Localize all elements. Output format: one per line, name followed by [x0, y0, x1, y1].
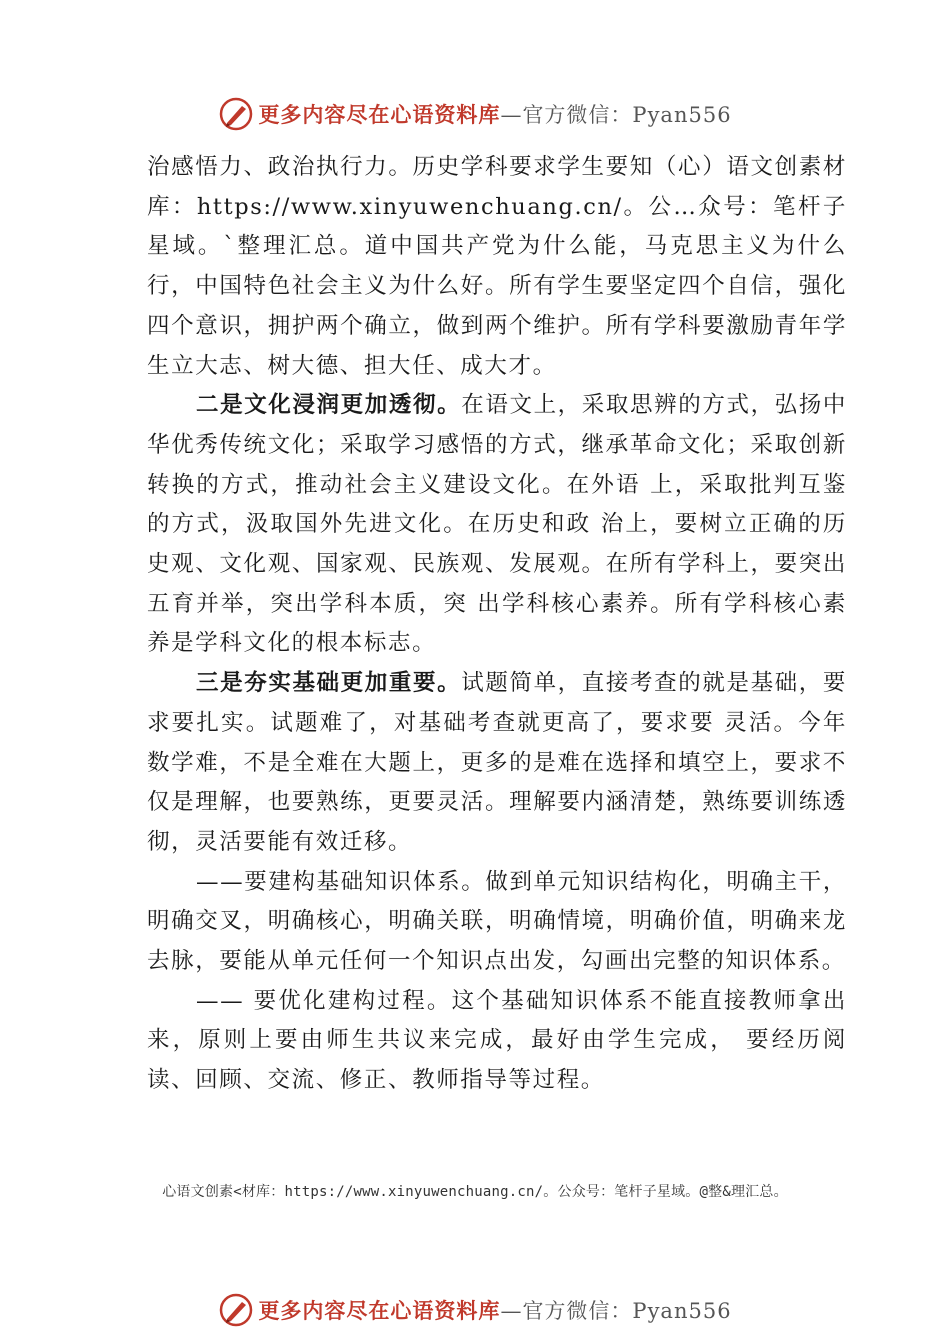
paragraph-1-text: 治感悟力、政治执行力。历史学科要求学生要知（心）语文创素材库：https://www.xinyuwenchuang.cn/。公…众号：笔杆子星域。`整理汇总。道中国共产党为什么能，马克思主义为什么行，中国特色社会主义为什么好。所有学生要坚定四个自信，强化四个意识，拥护两个确立，做到两个维护。所有学科要激励青年学生立大志、树大德、担大任、成大才。 — [147, 154, 847, 379]
paragraph-2 — [147, 386, 847, 664]
document-body — [147, 148, 847, 1101]
banner-text-gray: —官方微信：Pyan556 — [500, 103, 732, 127]
paragraph-4 — [147, 863, 847, 982]
paragraph-4-text: ——要建构基础知识体系。做到单元知识结构化，明确主干，明确交叉，明确核心，明确关联，明确情境，明确价值，明确来龙去脉，要能从单元任何一个知识点出发，勾画出完整的知识体系。 — [147, 868, 847, 975]
paragraph-3 — [147, 664, 847, 863]
banner-title — [258, 99, 731, 129]
banner-text-red: 更多内容尽在心语资料库 — [258, 102, 501, 127]
paragraph-5-text: —— 要优化建构过程。这个基础知识体系不能直接教师拿出来，原则上要由师生共议来完成，最好由学生完成， 要经历阅读、回顾、交流、修正、教师指导等过程。 — [147, 987, 847, 1094]
pen-logo-icon — [218, 96, 254, 132]
paragraph-2-heading: 二是文化浸润更加透彻。 — [196, 392, 462, 419]
banner-text-gray: —官方微信：Pyan556 — [500, 1299, 732, 1323]
paragraph-2-text: 在语文上，采取思辨的方式，弘扬中华优秀传统文化；采取学习感悟的方式，继承革命文化；采取创新转换的方式，推动社会主义建设文化。在外语 上，采取批判互鉴的方式，汲取国外先进文化。在历史和政 治上，要树立正确的历史观、文化观、国家观、民族观、发展观。在所有学科上，要突出五育并举，突出学科本质，突 出学科核心素养。所有学科核心素养是学科文化的根本标志。 — [147, 392, 847, 657]
paragraph-3-text: 试题简单，直接考查的就是基础，要求要扎实。试题难了，对基础考查就更高了，要求要 灵活。今年数学难，不是全难在大题上，更多的是难在选择和填空上，要求不仅是理解，也要熟练，更要灵活。理解要内涵清楚，熟练要训练透彻，灵活要能有效迁移。 — [147, 670, 847, 855]
banner-title — [258, 1295, 731, 1325]
header-banner — [0, 92, 950, 136]
pen-logo-icon — [218, 1292, 254, 1328]
footer-banner — [0, 1288, 950, 1332]
paragraph-3-heading: 三是夯实基础更加重要。 — [196, 670, 462, 697]
paragraph-5 — [147, 982, 847, 1101]
source-note: 心语文创素<材库：https://www.xinyuwenchuang.cn/。公众号：笔杆子星域。@整&理汇总。 — [162, 1184, 788, 1200]
paragraph-1 — [147, 148, 847, 386]
banner-text-red: 更多内容尽在心语资料库 — [258, 1298, 501, 1323]
